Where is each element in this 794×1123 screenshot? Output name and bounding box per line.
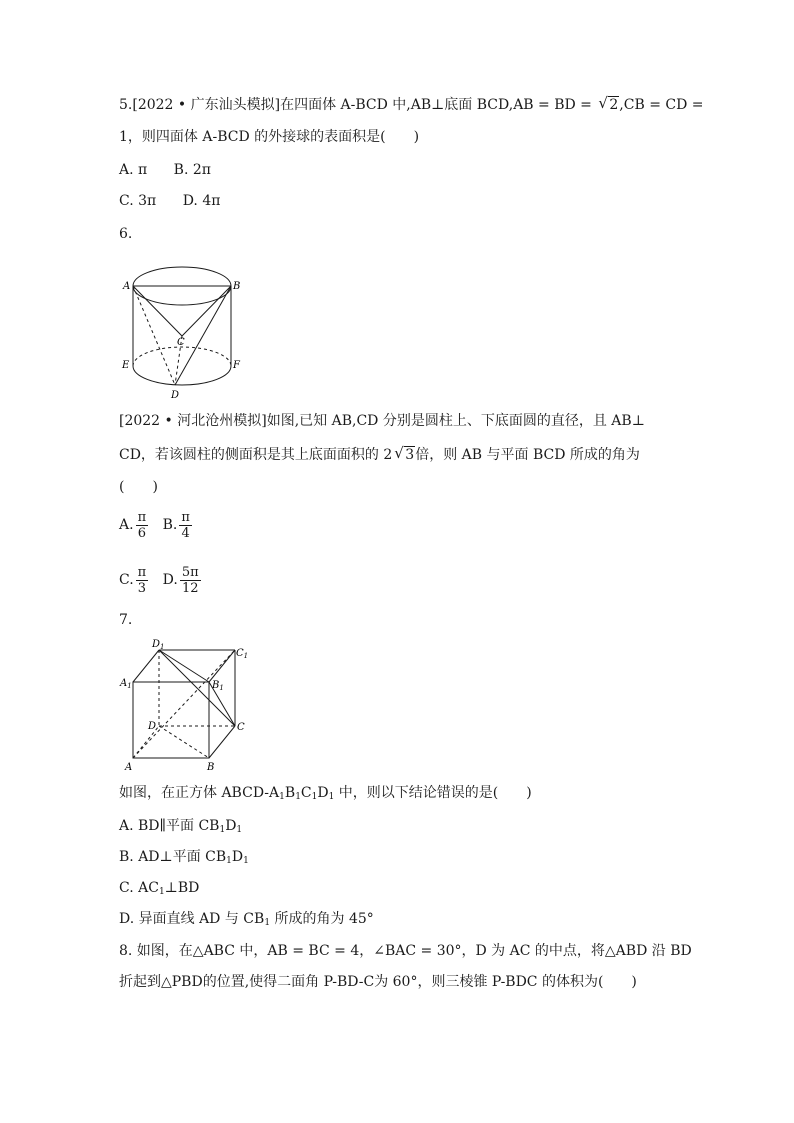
- label-b: B: [207, 762, 215, 773]
- q7-option-a-text: A. BD∥平面 CB: [119, 818, 220, 834]
- fraction-numerator: π: [137, 509, 147, 525]
- q5-options-row1: [119, 161, 211, 179]
- q7-stem-part4: D: [317, 785, 329, 801]
- radical-sign: √: [394, 444, 404, 462]
- label-c1: $C_1$: [236, 648, 249, 660]
- q5-option-a: A. π: [119, 162, 148, 178]
- label-c: C: [237, 722, 245, 733]
- q7-option-a: [119, 817, 242, 835]
- q7-stem-part5: 中，则以下结论错误的是( ): [334, 785, 532, 801]
- subscript: 1: [264, 918, 271, 928]
- q6-number: 6.: [119, 226, 133, 242]
- diag-bd: [159, 726, 209, 758]
- q6-option-d-label: D.: [162, 572, 178, 588]
- label-b1: $B_1$: [212, 680, 224, 692]
- q6-option-a-fraction: [136, 510, 149, 541]
- label-b: B: [233, 281, 241, 292]
- q6-option-a-label: A.: [119, 517, 134, 533]
- q7-option-b: [119, 848, 249, 866]
- q5-sqrt-value: 2: [609, 97, 619, 113]
- segment-bd: [175, 286, 231, 385]
- bottom-front-arc: [133, 366, 231, 385]
- q5-option-d: D. 4π: [182, 193, 221, 209]
- subscript: 1: [279, 792, 285, 802]
- q5-options-row2: [119, 192, 220, 210]
- fraction-numerator: π: [137, 564, 147, 580]
- subscript: 1: [158, 887, 165, 897]
- fraction-denominator: 4: [181, 525, 190, 541]
- q6-stem-line2: [119, 446, 640, 464]
- q6-option-c-fraction: [136, 565, 149, 596]
- label-a: A: [125, 762, 133, 773]
- q5-stem-line1: [119, 96, 704, 114]
- q6-stem-part1: CD，若该圆柱的侧面积是其上底面面积的 2: [119, 447, 393, 463]
- q5-stem-line2: 1，则四面体 A-BCD 的外接球的表面积是( ): [119, 129, 420, 145]
- q7-option-c-text: C. AC: [119, 880, 159, 896]
- edge-bc: [209, 726, 235, 758]
- q7-option-b-text: B. AD⊥平面 CB: [119, 849, 227, 865]
- label-d: D: [171, 390, 180, 401]
- q7-option-b-text2: D: [231, 849, 244, 865]
- subscript: 1: [226, 856, 232, 866]
- fraction-numerator: π: [181, 509, 190, 525]
- q5-stem-part2: ,CB = CD =: [619, 97, 704, 113]
- subscript: 1: [311, 792, 318, 802]
- label-c: C: [177, 337, 185, 348]
- q7-option-d: [119, 910, 374, 928]
- subscript: 1: [219, 825, 226, 835]
- q6-options-row2: [119, 563, 203, 597]
- edge-b1c1: [209, 650, 235, 682]
- q5-option-c: C. 3π: [119, 193, 157, 209]
- q6-stem-line3: ( ): [119, 479, 158, 495]
- q7-stem-part1: 如图，在正方体 ABCD-A: [119, 785, 280, 801]
- q7-option-c-text2: ⊥BD: [164, 880, 200, 896]
- q7-option-c: [119, 879, 199, 897]
- q8-stem-line1: 8. 如图，在△ABC 中，AB = BC = 4，∠BAC = 30°，D 为 AC 的中点，将△ABD 沿 BD: [119, 943, 692, 959]
- fraction-numerator: 5π: [181, 564, 199, 580]
- q7-cube-figure: [119, 636, 259, 774]
- edge-a1d1: [133, 650, 159, 682]
- label-d1: $D_1$: [152, 639, 165, 651]
- q5-sqrt: [598, 96, 619, 114]
- label-a: A: [123, 281, 131, 292]
- q7-stem: [119, 784, 532, 802]
- q6-stem-part2: 倍，则 AB 与平面 BCD 所成的角为: [415, 447, 640, 463]
- bottom-back-arc: [133, 347, 231, 366]
- q6-option-c-label: C.: [119, 572, 134, 588]
- q7-option-d-text: D. 异面直线 AD 与 CB: [119, 911, 265, 927]
- diag-d1b1: [159, 650, 209, 682]
- q5-option-b: B. 2π: [173, 162, 211, 178]
- subscript: 1: [236, 825, 243, 835]
- subscript: 1: [328, 792, 335, 802]
- label-a1: $A_1$: [120, 678, 132, 690]
- q6-option-d-fraction: [180, 565, 201, 596]
- q6-option-b-fraction: [179, 510, 192, 541]
- subscript: 1: [295, 792, 301, 802]
- q6-options-row1: [119, 508, 194, 542]
- front-face: [133, 682, 209, 758]
- q6-stem-line1: [2022 • 河北沧州模拟]如图,已知 AB,CD 分别是圆柱上、下底面圆的直径，且 AB⊥: [119, 413, 645, 429]
- q7-option-d-text2: 所成的角为 45°: [270, 911, 374, 927]
- q6-sqrt-value: 3: [405, 447, 415, 463]
- q6-option-b-label: B.: [162, 517, 178, 533]
- q7-stem-part3: C: [300, 785, 312, 801]
- segment-ac: [133, 286, 182, 336]
- fraction-denominator: 12: [182, 580, 199, 596]
- q7-number: 7.: [119, 612, 133, 628]
- q7-option-a-text2: D: [225, 818, 237, 834]
- segment-ad: [133, 286, 175, 385]
- q7-stem-part2: B: [284, 785, 296, 801]
- label-d: D: [148, 721, 157, 732]
- radical-sign: √: [598, 94, 608, 112]
- fraction-denominator: 6: [137, 525, 146, 541]
- q6-cylinder-figure: [119, 252, 249, 402]
- q8-stem-line2: 折起到△PBD的位置,使得二面角 P-BD-C为 60°，则三棱锥 P-BDC 的体积为( ): [119, 974, 637, 990]
- label-e: E: [122, 360, 130, 371]
- fraction-denominator: 3: [137, 580, 147, 596]
- subscript: 1: [243, 856, 249, 866]
- q6-sqrt: [394, 446, 415, 464]
- label-f: F: [233, 360, 240, 371]
- q5-stem-part1: 5.[2022 • 广东汕头模拟]在四面体 A-BCD 中,AB⊥底面 BCD,AB = BD =: [119, 97, 597, 113]
